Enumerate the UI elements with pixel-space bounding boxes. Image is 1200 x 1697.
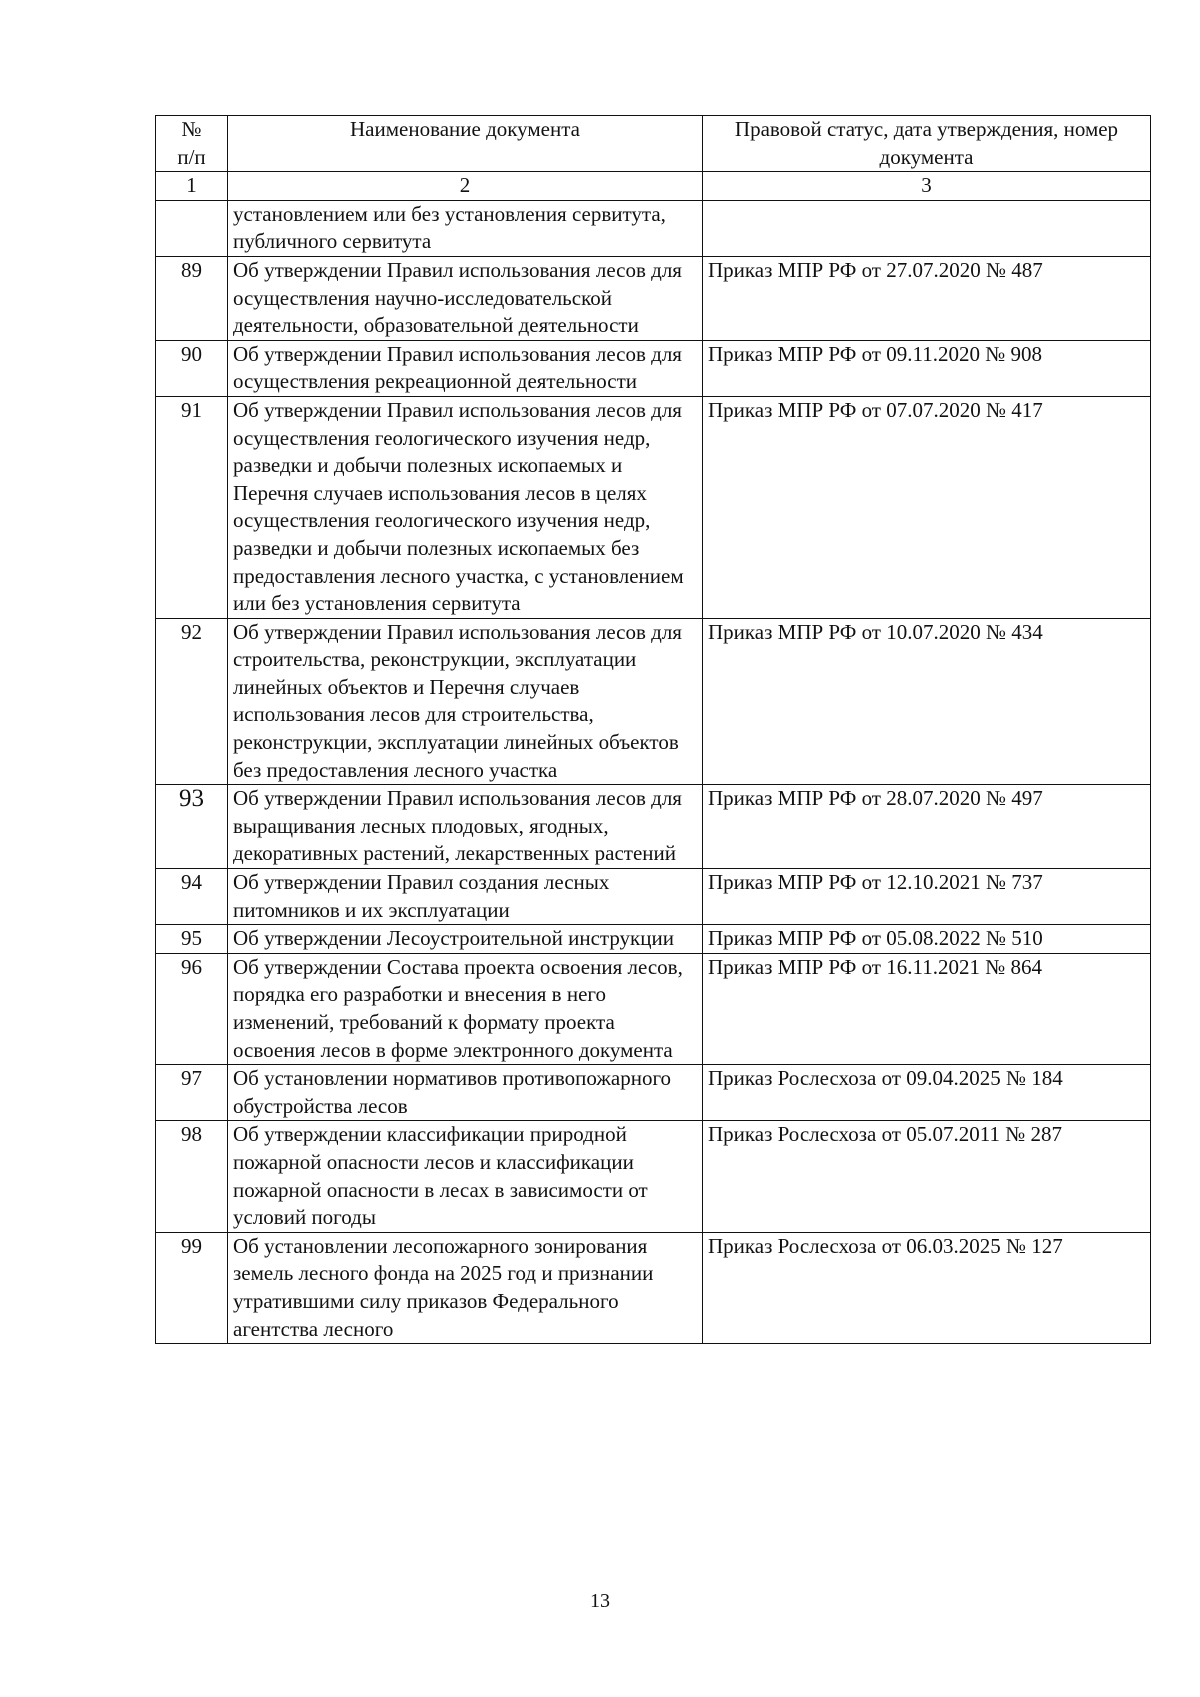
document-name: Об установлении нормативов противопожарного обустройства лесов (228, 1065, 703, 1121)
header-number: № п/п (156, 116, 228, 172)
legal-status: Приказ Рослесхоза от 06.03.2025 № 127 (703, 1232, 1151, 1343)
document-name: Об утверждении Правил использования лесов для строительства, реконструкции, эксплуатации линейных объектов и Перечня случаев использования лесов для строительства, реконструкции, эксплуатации линейных объектов без предоставления лесного участка (228, 618, 703, 785)
row-number: 90 (156, 340, 228, 396)
table-row (156, 785, 1151, 869)
row-number: 93 (156, 785, 228, 869)
document-name: Об утверждении Правил создания лесных питомников и их эксплуатации (228, 869, 703, 925)
document-name: установлением или без установления сервитута, публичного сервитута (228, 200, 703, 256)
document-name: Об утверждении классификации природной пожарной опасности лесов и классификации пожарной опасности в лесах в зависимости от условий погоды (228, 1121, 703, 1232)
legal-status: Приказ МПР РФ от 09.11.2020 № 908 (703, 340, 1151, 396)
document-sheet (155, 115, 1150, 1344)
row-number: 95 (156, 925, 228, 954)
legal-status: Приказ МПР РФ от 27.07.2020 № 487 (703, 256, 1151, 340)
page-number: 13 (590, 1590, 610, 1612)
table-row (156, 925, 1151, 954)
row-number: 96 (156, 953, 228, 1064)
column-number-row (156, 172, 1151, 201)
table-row (156, 869, 1151, 925)
legal-status: Приказ МПР РФ от 28.07.2020 № 497 (703, 785, 1151, 869)
legal-status: Приказ Рослесхоза от 09.04.2025 № 184 (703, 1065, 1151, 1121)
document-name: Об утверждении Лесоустроительной инструкции (228, 925, 703, 954)
row-number: 98 (156, 1121, 228, 1232)
legal-status: Приказ Рослесхоза от 05.07.2011 № 287 (703, 1121, 1151, 1232)
document-name: Об утверждении Правил использования лесов для выращивания лесных плодовых, ягодных, декоративных растений, лекарственных растений (228, 785, 703, 869)
table-row (156, 618, 1151, 785)
legal-status: Приказ МПР РФ от 05.08.2022 № 510 (703, 925, 1151, 954)
table-row (156, 1232, 1151, 1343)
legal-status: Приказ МПР РФ от 07.07.2020 № 417 (703, 396, 1151, 618)
document-name: Об утверждении Правил использования лесов для осуществления научно-исследовательской деятельности, образовательной деятельности (228, 256, 703, 340)
table-row (156, 200, 1151, 256)
column-number: 2 (228, 172, 703, 201)
table-row (156, 396, 1151, 618)
document-name: Об утверждении Состава проекта освоения лесов, порядка его разработки и внесения в него изменений, требований к формату проекта освоения лесов в форме электронного документа (228, 953, 703, 1064)
column-number: 1 (156, 172, 228, 201)
table-row (156, 256, 1151, 340)
document-name: Об установлении лесопожарного зонирования земель лесного фонда на 2025 год и признании утратившими силу приказов Федерального агентства лесного (228, 1232, 703, 1343)
legal-status: Приказ МПР РФ от 10.07.2020 № 434 (703, 618, 1151, 785)
table-row (156, 953, 1151, 1064)
row-number (156, 200, 228, 256)
header-document-name: Наименование документа (228, 116, 703, 172)
legal-status: Приказ МПР РФ от 16.11.2021 № 864 (703, 953, 1151, 1064)
row-number: 97 (156, 1065, 228, 1121)
row-number: 89 (156, 256, 228, 340)
row-number: 91 (156, 396, 228, 618)
document-name: Об утверждении Правил использования лесов для осуществления геологического изучения недр, разведки и добычи полезных ископаемых и Перечня случаев использования лесов в целях осуществления геологического изучения недр, разведки и добычи полезных ископаемых без предоставления лесного участка, с установлением или без установления сервитута (228, 396, 703, 618)
row-number: 92 (156, 618, 228, 785)
table-header-row (156, 116, 1151, 172)
table-row (156, 1121, 1151, 1232)
header-legal-status: Правовой статус, дата утверждения, номер документа (703, 116, 1151, 172)
table-row (156, 1065, 1151, 1121)
row-number: 94 (156, 869, 228, 925)
legal-status (703, 200, 1151, 256)
column-number: 3 (703, 172, 1151, 201)
table-row (156, 340, 1151, 396)
document-name: Об утверждении Правил использования лесов для осуществления рекреационной деятельности (228, 340, 703, 396)
row-number: 99 (156, 1232, 228, 1343)
legal-status: Приказ МПР РФ от 12.10.2021 № 737 (703, 869, 1151, 925)
documents-table (155, 115, 1151, 1344)
